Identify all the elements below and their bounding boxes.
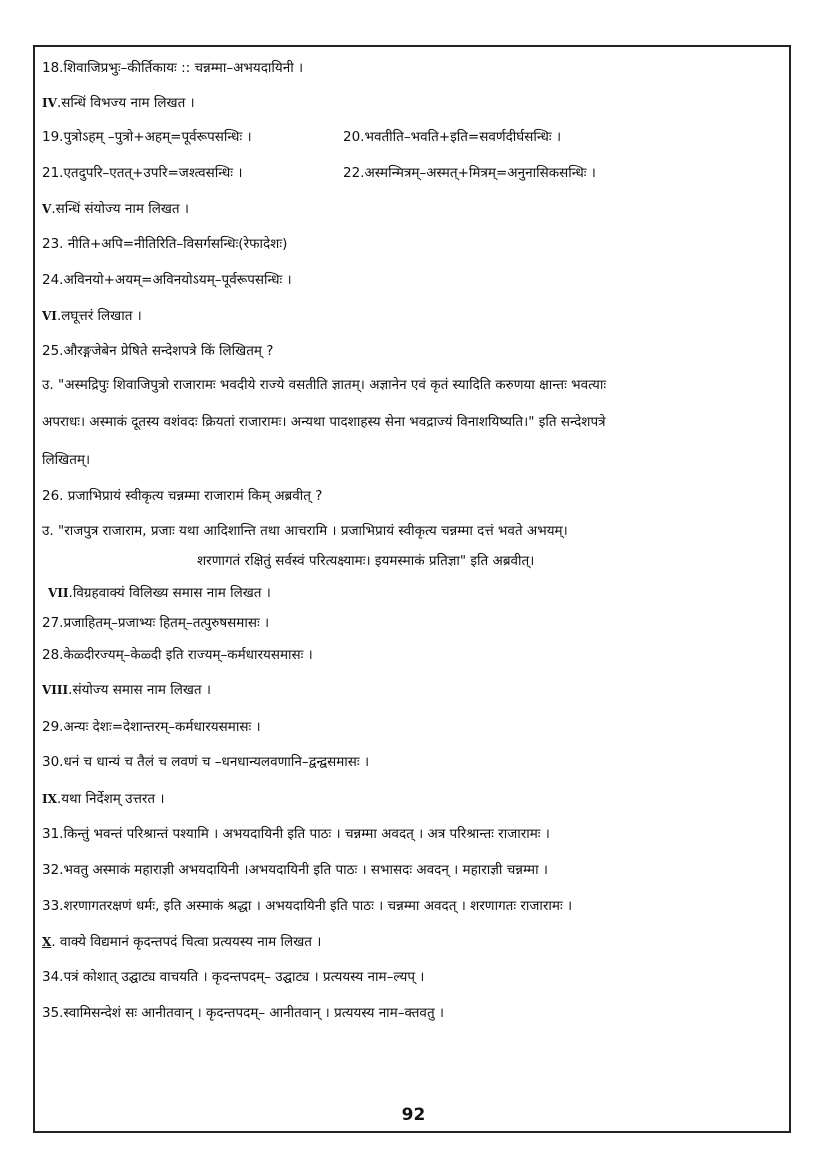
q30-line: 30.धनं च धान्यं च तैलं च लवणं च –धनधान्यलवणानि–द्वन्द्वसमासः ।	[42, 754, 370, 770]
q25-line: 25.औरङ्गजेबेन प्रेषिते सन्देशपत्रे किं लिखितम् ?	[42, 343, 274, 359]
page-number: 92	[401, 1105, 426, 1125]
q32-line: 32.भवतु अस्माकं महाराज्ञी अभयदायिनी ।अभयदायिनी इति पाठः । सभासदः अवदन् । महाराज्ञी चन्नम्मा ।	[42, 862, 549, 878]
q28-line: 28.केळ्दीरज्यम्–केळ्दी इति राज्यम्–कर्मधारयसमासः ।	[42, 647, 313, 663]
section-vii-numeral: VII	[48, 586, 69, 600]
q23-line: 23. नीति+अपि=नीतिरिति–विसर्गसन्धिः(रेफादेशः)	[42, 236, 288, 252]
a25-line-1: उ. "अस्मद्रिपुः शिवाजिपुत्रो राजारामः भवदीये राज्ये वसतीति ज्ञातम्। अज्ञानेन एवं कृतं स्यादिति करुणया क्षान्तः भवत्याः	[42, 377, 607, 393]
section-vii-text: .विग्रहवाक्यं विलिख्य समास नाम लिखत ।	[68, 585, 271, 601]
a26-line-2: शरणागतं रक्षितुं सर्वस्वं परित्यक्ष्यामः। इयमस्माकं प्रतिज्ञा" इति अब्रवीत्।	[197, 553, 535, 569]
q29-line: 29.अन्यः देशः=देशान्तरम्–कर्मधारयसमासः ।	[42, 719, 261, 735]
section-x-numeral: X	[42, 935, 52, 949]
section-v-text: .सन्धिं संयोज्य नाम लिखत ।	[51, 201, 190, 217]
q27-line: 27.प्रजाहितम्–प्रजाभ्यः हितम्–तत्पुरुषसमासः ।	[42, 615, 270, 631]
section-ix-numeral: IX	[42, 792, 57, 806]
section-v-heading	[42, 199, 189, 219]
q31-line: 31.किन्तुं भवन्तं परिश्रान्तं पश्यामि । अभयदायिनी इति पाठः । चन्नम्मा अवदत् । अत्र परिश्रान्तः राजारामः ।	[42, 826, 550, 842]
section-viii-text: .संयोज्य समास नाम लिखत ।	[68, 682, 212, 698]
q18-line: 18.शिवाजिप्रभुः–कीर्तिकायः :: चन्नम्मा–अभयदायिनी ।	[42, 60, 304, 76]
section-vii-heading	[48, 583, 271, 603]
section-viii-heading	[42, 680, 211, 700]
section-ix-text: .यथा निर्देशम् उत्तरत ।	[56, 791, 165, 807]
q19-line: 19.पुत्रोऽहम् –पुत्रो+अहम्=पूर्वरूपसन्धिः ।	[42, 129, 252, 145]
q33-line: 33.शरणागतरक्षणं धर्मः, इति अस्माकं श्रद्धा । अभयदायिनी इति पाठः । चन्नम्मा अवदत् । शरणागतः राजारामः ।	[42, 898, 573, 914]
section-iv-heading	[42, 93, 195, 113]
section-vi-text: .लघूत्तरं लिखात ।	[56, 308, 142, 324]
a25-line-2: अपराधः। अस्माकं दूतस्य वशंवदः क्रियतां राजारामः। अन्यथा पादशाहस्य सेना भवद्राज्यं विनाशयिष्यति।" इति सन्देशपत्रे	[42, 414, 606, 430]
q22-line: 22.अस्मन्मित्रम्–अस्मत्+मित्रम्=अनुनासिकसन्धिः ।	[343, 165, 596, 181]
a25-line-3: लिखितम्।	[42, 452, 91, 468]
section-x-heading	[42, 932, 321, 952]
section-x-text: . वाक्ये विद्यमानं कृदन्तपदं चित्वा प्रत्ययस्य नाम लिखत ।	[51, 934, 322, 950]
section-v-numeral: V	[42, 202, 52, 216]
section-viii-numeral: VIII	[42, 683, 69, 697]
q24-line: 24.अविनयो+अयम्=अविनयोऽयम्–पूर्वरूपसन्धिः ।	[42, 272, 292, 288]
q35-line: 35.स्वामिसन्देशं सः आनीतवान् । कृदन्तपदम्– आनीतवान् । प्रत्ययस्य नाम–क्तवतु ।	[42, 1005, 445, 1021]
section-iv-numeral: IV	[42, 96, 57, 110]
section-vi-numeral: VI	[42, 309, 57, 323]
q26-line: 26. प्रजाभिप्रायं स्वीकृत्य चन्नम्मा राजारामं किम् अब्रवीत् ?	[42, 488, 323, 504]
q34-line: 34.पत्रं कोशात् उद्घाट्य वाचयति । कृदन्तपदम्– उद्घाट्य । प्रत्ययस्य नाम–ल्यप् ।	[42, 969, 425, 985]
q20-line: 20.भवतीति–भवति+इति=सवर्णदीर्घसन्धिः ।	[343, 129, 562, 145]
section-ix-heading	[42, 789, 165, 809]
q21-line: 21.एतदुपरि–एतत्+उपरि=जश्त्वसन्धिः ।	[42, 165, 243, 181]
a26-line-1: उ. "राजपुत्र राजाराम, प्रजाः यथा आदिशान्ति तथा आचरामि । प्रजाभिप्रायं स्वीकृत्य चन्नम्मा दत्तं भवते अभयम्।	[42, 523, 568, 539]
section-vi-heading	[42, 306, 142, 326]
section-iv-text: .सन्धिं विभज्य नाम लिखत ।	[56, 95, 195, 111]
